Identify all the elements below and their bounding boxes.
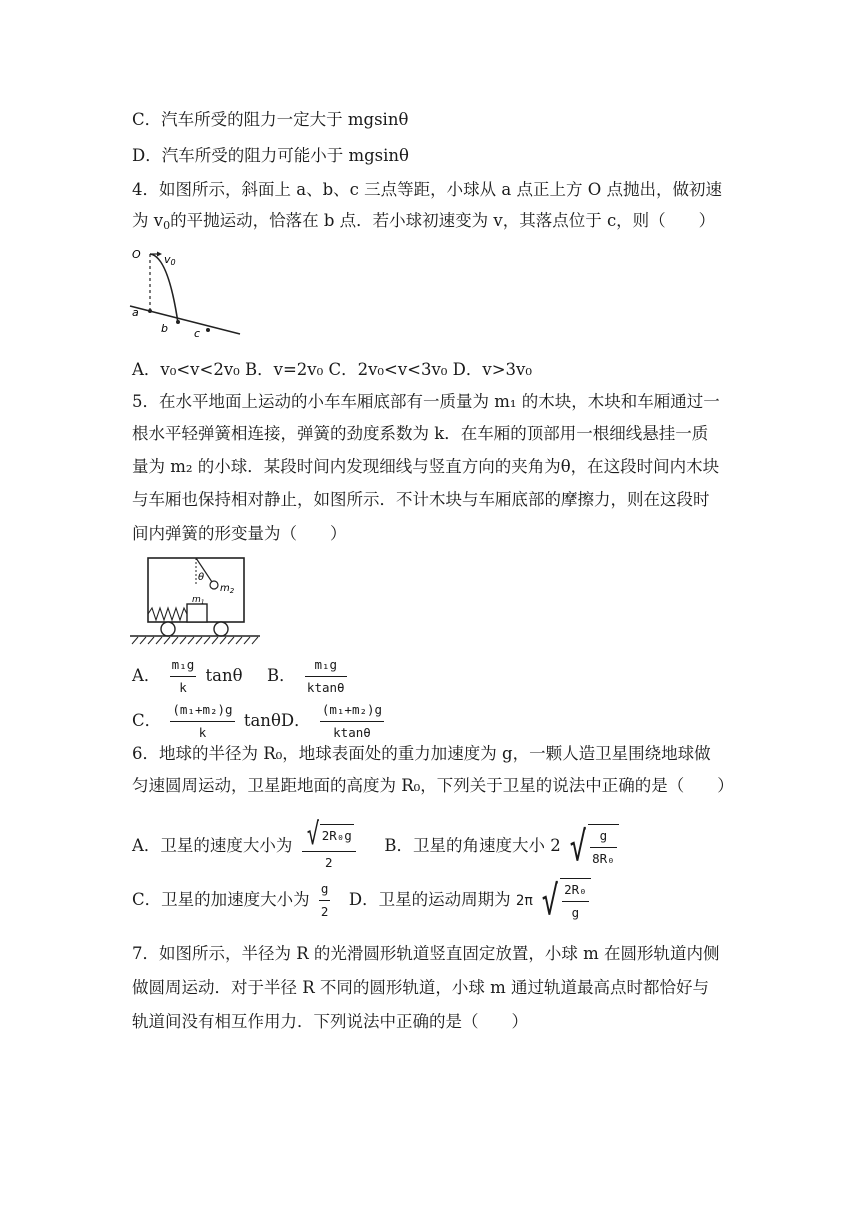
q4-stem-line1: 4．如图所示，斜面上 a、b、c 三点等距，小球从 a 点正上方 O 点抛出，做初速 bbox=[132, 180, 722, 199]
q5-stem-line4: 与车厢也保持相对静止，如图所示．不计木块与车厢底部的摩擦力，则在这段时 bbox=[132, 490, 710, 509]
label-a: a bbox=[132, 306, 139, 319]
q5-option-a-fraction: $\frac{\text{m₁g}}{k}$ bbox=[171, 657, 195, 695]
q4-options: A．v₀<v<2v₀ B．v=2v₀ C．2v₀<v<3v₀ D．v>3v₀ bbox=[132, 360, 532, 379]
label-m1: $m_1$ bbox=[192, 595, 205, 606]
q5-cart-figure bbox=[128, 556, 264, 646]
label-b: b bbox=[161, 322, 168, 335]
q6-options-cd: C．卫星的加速度大小为 $\frac{g}{2}$ D．卫星的运动周期为 2π √ $\frac{\text{2R₀}}{g}$ bbox=[132, 878, 591, 923]
q6-option-b-expr: √ $\frac{g}{\text{8R₀}}$ bbox=[566, 824, 619, 869]
q5-stem-line3: 量为 m₂ 的小球．某段时间内发现细线与竖直方向的夹角为θ，在这段时间内木块 bbox=[132, 457, 720, 476]
label-v0: v0 bbox=[164, 253, 176, 267]
q6-option-c-expr: $\frac{g}{2}$ bbox=[320, 881, 329, 919]
wheel-right bbox=[214, 622, 228, 636]
block-m1 bbox=[187, 604, 207, 622]
ball-m2 bbox=[210, 581, 218, 589]
q6-option-d-expr: √ $\frac{\text{2R₀}}{g}$ bbox=[538, 878, 591, 923]
q5-options-ab: A． $\frac{\text{m₁g}}{k}$ tanθ B． $\frac{\text{m₁g}}{ktan\theta}$ bbox=[132, 655, 351, 698]
q6-options-ab: A．卫星的速度大小为 √ 2R₀g 2 B．卫星的角速度大小 2 √ $\frac{g}{\text{8R₀}}$ bbox=[132, 820, 619, 873]
q6-stem-line2: 匀速圆周运动，卫星距地面的高度为 R₀，下列关于卫星的说法中正确的是（ ） bbox=[132, 776, 734, 795]
q4-incline-figure bbox=[128, 244, 248, 344]
q5-options-cd: C． $\frac{\text{(m₁+m₂)g}}{k}$ tanθD． $\frac{\text{(m₁+m₂)g}}{ktan\theta}$ bbox=[132, 700, 388, 743]
q4-stem-line2: 为 $v_0$的平抛运动，恰落在 b 点．若小球初速变为 v，其落点位于 c，则（ ） bbox=[132, 211, 716, 232]
q6-option-a-expr: √ 2R₀g 2 bbox=[302, 820, 356, 873]
q7-stem-line2: 做圆周运动．对于半径 R 不同的圆形轨道，小球 m 通过轨道最高点时都恰好与 bbox=[132, 978, 710, 997]
q3-option-d: D．汽车所受的阻力可能小于 mgsinθ bbox=[132, 146, 409, 165]
q5-stem-line5: 间内弹簧的形变量为（ ） bbox=[132, 524, 347, 543]
q5-option-d-fraction: $\frac{\text{(m₁+m₂)g}}{ktan\theta}$ bbox=[321, 702, 383, 740]
label-o: O bbox=[132, 248, 141, 261]
label-m2: $m_2$ bbox=[220, 583, 235, 595]
label-theta: θ bbox=[198, 572, 205, 583]
q6-stem-line1: 6．地球的半径为 R₀，地球表面处的重力加速度为 g，一颗人造卫星围绕地球做 bbox=[132, 744, 711, 763]
point-b-dot bbox=[176, 320, 180, 324]
q5-stem-line2: 根水平轻弹簧相连接，弹簧的劲度系数为 k．在车厢的顶部用一根细线悬挂一质 bbox=[132, 424, 709, 443]
point-c-dot bbox=[206, 328, 210, 332]
point-a-dot bbox=[148, 309, 152, 313]
q5-option-b-fraction: $\frac{\text{m₁g}}{ktan\theta}$ bbox=[306, 657, 345, 695]
q5-stem-line1: 5．在水平地面上运动的小车车厢底部有一质量为 m₁ 的木块，木块和车厢通过一 bbox=[132, 392, 720, 411]
wheel-left bbox=[161, 622, 175, 636]
q7-stem-line3: 轨道间没有相互作用力．下列说法中正确的是（ ） bbox=[132, 1012, 528, 1031]
label-c: c bbox=[194, 327, 201, 340]
q5-option-c-fraction: $\frac{\text{(m₁+m₂)g}}{k}$ bbox=[172, 702, 233, 740]
q7-stem-line1: 7．如图所示，半径为 R 的光滑圆形轨道竖直固定放置，小球 m 在圆形轨道内侧 bbox=[132, 944, 720, 963]
q3-option-c: C．汽车所受的阻力一定大于 mgsinθ bbox=[132, 110, 409, 129]
